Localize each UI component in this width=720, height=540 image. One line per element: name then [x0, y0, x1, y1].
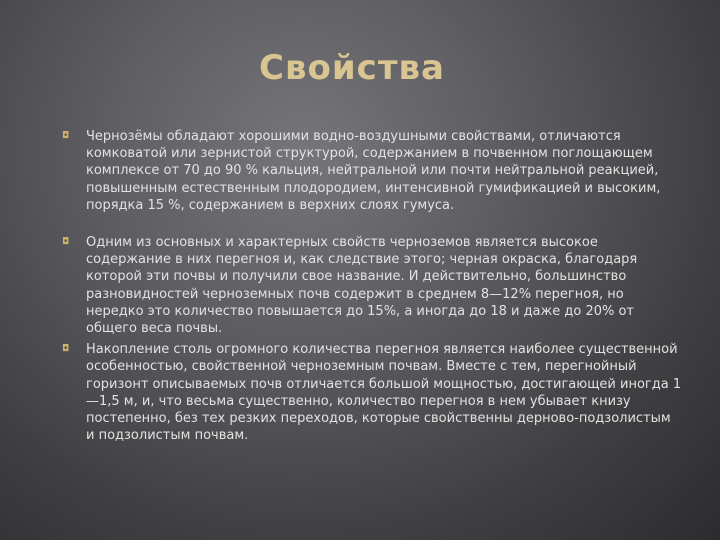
list-item-text: Накопление столь огромного количества перегноя является наиболее существенной особенностью, свойственной черноземным почвам. Вместе с тем, перегнойный горизонт описываемых почв отличается большой мощностью, достигающей иногда 1 —1,5 м, и, что весьма существенно, количество перегноя в нем убывает книзу постепенно, без тех резких переходов, которые свойственны дерново-подзолистым и подзолистым почвам.: [86, 342, 682, 444]
list-item-text: Чернозёмы обладают хорошими водно-воздушными свойствами, отличаются комковатой или зернистой структурой, содержанием в почвенном поглощающем комплексе от 70 до 90 % кальция, нейтральной или почти нейтральной реакцией, повышенным естественным плодородием, интенсивной гумификацией и высоким, порядка 15 %, содержанием в верхних слоях гумуса.: [86, 129, 661, 213]
list-item: [62, 128, 682, 214]
bullet-list: [62, 128, 682, 444]
square-bullet-icon: ◘: [62, 237, 70, 248]
list-item: [62, 234, 682, 337]
square-bullet-icon: ◘: [62, 131, 70, 141]
slide-title: Свойства: [259, 48, 445, 88]
list-item-text: Одним из основных и характерных свойств черноземов является высокое содержание в них перегноя и, как следствие этого; черная окраска, благодаря которой эти почвы и получили свое название. И действительно, большинство разновидностей черноземных почв содержит в среднем 8—12% перегноя, но нередко это количество повышается до 15%, а иногда до 18 и даже до 20% от общего веса почвы.: [86, 235, 638, 337]
square-bullet-icon: ◘: [62, 344, 70, 355]
list-item: [62, 341, 682, 444]
